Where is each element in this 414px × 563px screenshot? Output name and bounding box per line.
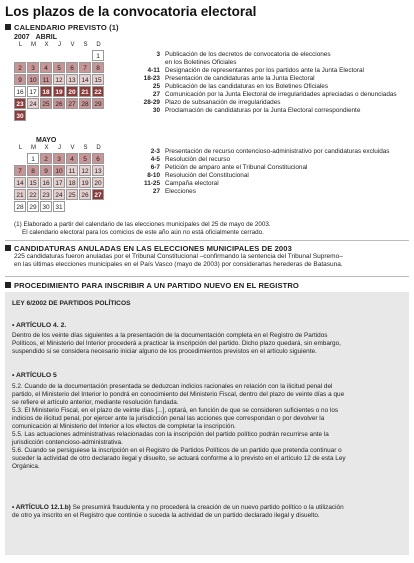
event-day: 11-25 [144,180,160,187]
candidaturas-line-2: en las últimas elecciones municipales en el País Vasco (mayo de 2003) por considerarlas herederas de Batasuna. [14,261,343,268]
calendar-day: 29 [92,98,104,109]
event-text: Proclamación de candidaturas por la Junta Electoral correspondiente [165,107,361,114]
event-day: 3 [156,51,160,58]
text-line: 5.6. Cuando se persiguiese la inscripción en el Registro de Partidos Políticos de un partido que pretenda continuar o [12,447,342,454]
calendar-day: 24 [53,189,65,200]
event-day: 4-11 [147,67,160,74]
may-calendar [14,136,109,213]
month-name: MAYO [36,137,57,144]
event-row [132,148,390,156]
weekday-label: V [70,42,75,48]
footnote-line-1: (1) Elaborado a partir del calendario de las elecciones municipales del 25 de mayo de 2003. [14,221,271,228]
divider [5,276,409,277]
calendar-day: 16 [40,177,52,188]
calendar-day: 14 [79,74,91,85]
event-text: Elecciones [165,188,196,195]
calendar-day: 1 [92,50,104,61]
calendar-day: 10 [53,165,65,176]
text-line: indicios de ilicitud penal, por ejercer ante la jurisdicción penal las acciones que correspondan o por devolver la [12,415,325,422]
weekday-label: M [31,145,36,151]
calendar-day: 29 [27,201,39,212]
event-day: 28-29 [143,99,160,106]
calendar-day: 13 [66,74,78,85]
event-row [132,75,397,83]
weekday-label: S [83,42,88,48]
calendar-day: 22 [92,86,104,97]
text-line: se refiere el artículo anterior, mediante resolución fundada. [12,399,179,406]
calendar-day: 18 [40,86,52,97]
candidaturas-heading-text: CANDIDATURAS ANULADAS EN LAS ELECCIONES MUNICIPALES DE 2003 [14,244,292,253]
calendar-day: 5 [79,153,91,164]
event-day: 4-5 [150,156,160,163]
event-row [132,172,390,180]
event-row [132,156,390,164]
calendar-day: 26 [53,98,65,109]
event-text: en los Boletines Oficiales [165,59,237,66]
calendar-day: 15 [92,74,104,85]
article-4-title: • ARTÍCULO 4. 2. [12,322,67,329]
calendar-day: 31 [53,201,65,212]
calendar-day: 6 [92,153,104,164]
event-row [132,164,390,172]
calendar-day: 2 [14,62,26,73]
calendar-day: 11 [40,74,52,85]
calendar-day: 21 [79,86,91,97]
event-row [132,91,397,99]
text-line: 5.2. Cuando de la documentación presentada se deduzcan indicios racionales en relación con la ilicitud penal del [12,383,333,390]
calendar-day: 4 [66,153,78,164]
text-line: partido, el Ministerio del Interior lo pondrá en conocimiento del Ministerio Fiscal, dentro del plazo de veinte días a que [12,391,345,398]
calendar-day: 14 [14,177,26,188]
square-bullet-icon [5,24,11,30]
weekday-label: D [96,145,101,151]
april-label [14,33,109,42]
calendar-day: 30 [40,201,52,212]
april-calendar [14,33,109,120]
event-row [132,107,397,115]
calendar-day: 21 [14,189,26,200]
event-text: Petición de amparo ante el Tribunal Constitucional [165,164,308,171]
may-weekdays [14,145,109,153]
event-text: Plazo de subsanación de irregularidades [165,99,281,106]
candidaturas-line-1: 225 candidaturas fueron anuladas por el Tribunal Constitucional –confirmando la sentencia del Tribunal Supremo– [14,253,343,260]
calendar-day: 30 [14,110,26,121]
article-4-text [12,332,404,356]
calendar-day: 5 [53,62,65,73]
calendar-day: 8 [92,62,104,73]
article-12-line-2: de otro ya inscrito en el Registro que continúe o suceda la actividad de un partido declarado ilegal y disuelto. [12,512,320,519]
calendar-day: 25 [40,98,52,109]
event-text: Presentación de recurso contencioso-administrativo por candidaturas excluidas [165,148,390,155]
square-bullet-icon [5,245,11,251]
weekday-label: X [44,42,49,48]
calendar-day: 8 [27,165,39,176]
weekday-label: D [96,42,101,48]
candidaturas-text [14,253,406,269]
weekday-label: M [31,42,36,48]
calendar-day: 7 [14,165,26,176]
calendar-day: 3 [53,153,65,164]
article-12-text [12,504,404,520]
calendar-day: 23 [14,98,26,109]
calendar-day: 11 [66,165,78,176]
event-text: Campaña electoral [165,180,219,187]
event-text: Designación de representantes por los partidos ante la Junta Electoral [165,67,364,74]
calendar-day: 20 [92,177,104,188]
calendar-day: 1 [27,153,39,164]
footnote-line-2: El calendario electoral para los comicios de este año aún no está oficialmente cerrado. [22,228,264,236]
may-grid [14,153,109,213]
text-line: jurisdicción contencioso-administrativa. [12,439,123,446]
weekday-label: X [44,145,49,151]
calendar-day: 19 [79,177,91,188]
calendar-day: 22 [27,189,39,200]
event-text: Presentación de candidaturas ante la Junta Electoral [165,75,315,82]
event-day: 25 [152,83,160,90]
calendar-day: 4 [40,62,52,73]
calendar-heading [5,23,119,32]
event-text: Comunicación por la Junta Electoral de irregularidades apreciadas o denunciadas [165,91,397,98]
event-day [132,59,160,67]
calendar-day: 16 [14,86,26,97]
event-day: 30 [152,107,160,114]
calendar-day: 2 [40,153,52,164]
event-row [132,188,390,196]
calendar-day: 17 [53,177,65,188]
text-line: 5.5. Las actuaciones administrativas relacionadas con la inscripción del partido político podrán recurrirse ante la [12,431,329,438]
page-title: Los plazos de la convocatoria electoral [5,4,257,19]
calendar-day: 13 [92,165,104,176]
text-line: 5.3. El Ministerio Fiscal, en el plazo de veinte días [...], optará, en función de que se consideren suficientes o no los [12,407,339,414]
calendar-day: 19 [53,86,65,97]
law-box [5,292,409,555]
calendar-day: 3 [27,62,39,73]
divider [5,240,409,241]
calendar-day: 27 [92,189,104,200]
event-row [132,99,397,107]
may-label [14,136,109,145]
event-day: 18-23 [143,75,160,82]
weekday-label: J [58,42,61,48]
text-line: Políticos, el Ministerio del Interior procederá a practicar la inscripción del partido. Dicho plazo quedará, sin embargo, [12,340,341,347]
calendar-day: 27 [66,98,78,109]
article-12-title: • ARTÍCULO 12.1.b) [12,504,71,511]
calendar-day: 18 [66,177,78,188]
calendar-day: 28 [79,98,91,109]
calendar-heading-text: CALENDARIO PREVISTO (1) [14,23,119,32]
april-grid [14,50,109,120]
procedimiento-heading-text: PROCEDIMIENTO PARA INSCRIBIR A UN PARTIDO NUEVO EN EL REGISTRO [14,281,299,290]
calendar-day: 28 [14,201,26,212]
event-day: 27 [152,91,160,98]
calendar-day: 7 [79,62,91,73]
april-weekdays [14,42,109,50]
event-text: Resolución del Constitucional [165,172,249,179]
article-12-line-1: Se presumirá fraudulenta y no procederá la creación de un nuevo partido político o la utilización [70,504,344,511]
event-day: 2-3 [150,148,160,155]
calendar-day: 17 [27,86,39,97]
event-day: 8-10 [147,172,160,179]
candidaturas-heading [5,244,292,253]
calendar-day: 12 [53,74,65,85]
may-events [132,148,390,196]
april-events [132,51,397,115]
calendar-day: 15 [27,177,39,188]
calendar-day: 26 [79,189,91,200]
text-line: Dentro de los veinte días siguientes a la presentación de la documentación completa en el Registro de Partidos [12,332,328,339]
year-label: 2007 [14,34,30,41]
calendar-day: 24 [27,98,39,109]
weekday-label: L [18,42,23,48]
weekday-label: S [83,145,88,151]
event-day: 6-7 [150,164,160,171]
event-day: 27 [152,188,160,195]
weekday-label: V [70,145,75,151]
calendar-day: 25 [66,189,78,200]
event-row [132,67,397,75]
event-text: Publicación de las candidaturas en los Boletines Oficiales [165,83,329,90]
text-line: suceder la actividad de otro declarado ilegal y disuelto, se actuará conforme a lo previsto en el artículo 12 de esta Ley [12,455,346,462]
event-row [132,180,390,188]
text-line: Orgánica. [12,463,40,470]
event-row [132,83,397,91]
event-text: Resolución del recurso [165,156,231,163]
calendar-day: 23 [40,189,52,200]
procedimiento-heading [5,281,299,290]
article-5-text [12,383,404,471]
text-line: comunicación al Ministerio del Interior a los efectos de completar la inscripción. [12,423,236,430]
text-line: suspendido si se considera necesario iniciar alguno de los procedimientos previstos en el artículo siguiente. [12,348,317,355]
calendar-day: 9 [14,74,26,85]
weekday-label: J [58,145,61,151]
event-row [132,51,397,59]
square-bullet-icon [5,282,11,288]
month-name: ABRIL [35,34,57,41]
weekday-label: L [18,145,23,151]
article-5-title: • ARTÍCULO 5 [12,372,57,379]
calendar-footnote [14,221,271,236]
event-row [132,59,397,67]
event-text: Publicación de los decretos de convocatoria de elecciones [165,51,331,58]
calendar-day: 12 [79,165,91,176]
calendar-day: 9 [40,165,52,176]
calendar-day: 10 [27,74,39,85]
calendar-day: 20 [66,86,78,97]
law-title: LEY 6/2002 DE PARTIDOS POLÍTICOS [12,300,131,307]
calendar-day: 6 [66,62,78,73]
